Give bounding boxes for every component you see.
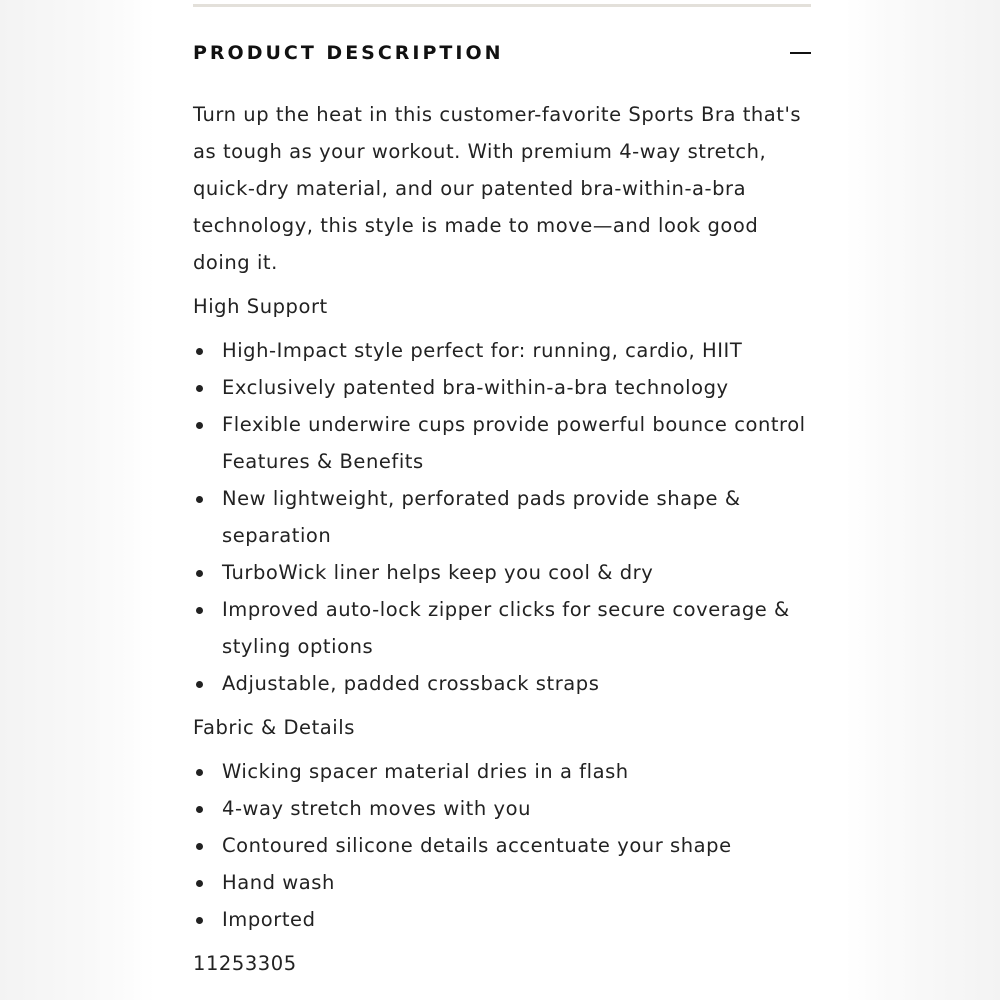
section-divider (193, 4, 811, 7)
fabric-heading: Fabric & Details (193, 716, 355, 739)
product-description-toggle[interactable] (193, 30, 811, 76)
list-item: Exclusively patented bra-within-a-bra technology (193, 369, 811, 406)
list-item: 4-way stretch moves with you (193, 790, 811, 827)
list-item: Contoured silicone details accentuate your shape (193, 827, 811, 864)
list-item: Imported (193, 901, 811, 938)
list-item: New lightweight, perforated pads provide shape & separation (193, 480, 811, 554)
description-body (193, 96, 811, 982)
product-sku: 11253305 (193, 952, 297, 975)
list-item: Improved auto-lock zipper clicks for secure coverage & styling options (193, 591, 811, 665)
list-item: Hand wash (193, 864, 811, 901)
list-item: Wicking spacer material dries in a flash (193, 753, 811, 790)
description-intro: Turn up the heat in this customer-favorite Sports Bra that's as tough as your workout. With premium 4-way stretch, quick-dry material, and our patented bra-within-a-bra technology, this style is made to move—and look good doing it. (193, 103, 802, 274)
list-item: Adjustable, padded crossback straps (193, 665, 811, 702)
support-heading: High Support (193, 295, 328, 318)
list-item: Flexible underwire cups provide powerful bounce control Features & Benefits (193, 406, 811, 480)
fabric-list (193, 753, 811, 938)
support-list (193, 332, 811, 702)
list-item: High-Impact style perfect for: running, cardio, HIIT (193, 332, 811, 369)
list-item: TurboWick liner helps keep you cool & dry (193, 554, 811, 591)
minus-icon[interactable] (789, 42, 811, 64)
section-title: PRODUCT DESCRIPTION (193, 42, 504, 64)
